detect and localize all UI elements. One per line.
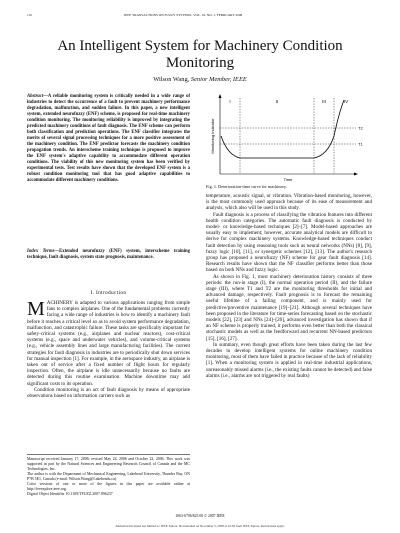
author-name: Wilson Wang, <box>153 76 190 83</box>
abstract <box>27 94 190 184</box>
phase-label-iv: IV <box>343 99 349 104</box>
footnote-author: The author is with the Department of Mechanical Engineering, Lakehead University, Thunder Bay, ON P7B 5E1, Canada (e-mail: Wilson.Wang@Lakeheadu.ca). <box>27 471 190 481</box>
right-paragraph-4: In summary, even though great efforts have been taken during the last few decades to develop intelligent systems for online machinery condition monitoring, most of them have failed in practice because of the lack of reliability [1]. When a monitoring system is applied in real-time industrial applications, unreasonably missed alarms (i.e., the existing faults cannot be detected) and false alarms (i.e., alarms are not triggered by real faults) <box>206 341 372 379</box>
right-column-body <box>206 193 372 379</box>
threshold-label-t1: T1 <box>358 141 363 147</box>
right-paragraph-2: Fault diagnosis is a process of classifying the vibration features into different health condition categories. The automatic fault diagnosis is conducted by model- or knowledge-based techniques [2]–[7]. Model-based approaches are usually easy to implement; however, accurate analytical models are difficult to derive for complex machinery systems. Knowledge-based techniques conduct fault detection by using reasoning tools such as neural networks (NNs) [8], [9], fuzzy logic [10], [11], or synergetic schemes [12], [13]. The author's research group has proposed a neurofuzzy (NF) scheme for gear fault diagnosis [14]. Research results have shown that the NF classifier performs better than those based on both NNs and fuzzy logic. <box>206 211 372 274</box>
page-number: 110 <box>27 13 32 17</box>
figure-1 <box>206 92 374 182</box>
intro-paragraph-2: Condition monitoring is an act of fault diagnosis by means of appropriate observations based on information carriers such as <box>27 386 190 400</box>
paper-title: An Intelligent System for Machinery Condition Monitoring <box>57 38 343 71</box>
section-heading-introduction: I. Introduction <box>90 290 127 296</box>
journal-header: IEEE TRANSACTIONS ON FUZZY SYSTEMS, VOL. 16, NO. 1, FEBRUARY 2008 <box>124 13 243 17</box>
phase-label-iii: III <box>322 99 326 104</box>
intro-paragraph-1-text: ACHINERY is adapted to various applications ranging from simple fans to complex airplanes. One of the fundamental problems currently facing a wide range of industries is how to identify a machinery fault before it reaches a critical level so as to avoid system performance degradation, malfunction, and catastrophic failure. These tasks are specifically important for safety-critical systems (e.g., airplanes and nuclear reactors), cost-critical systems (e.g., space and underwater vehicles), and volume-critical systems (e.g., vehicle assembly lines and large manufacturing facilities). The current strategies for fault diagnosis in industries are to periodically shut down services for manual inspection [1]. For example, in the aerospace industry, an airplane is taken out of service after a fixed number of flight hours for regularly inspection. Often, the airplane is idle unnecessarily because no faults are detected during this routine examination. Machine downtime may add significant costs to its operation. <box>27 300 190 387</box>
footnote-doi: Digital Object Identifier 10.1109/TFUZZ.2007.896237 <box>27 492 113 497</box>
abstract-lead: Abstract <box>27 94 44 99</box>
authorized-use-note: Authorized licensed use limited to: IEEE Xplore. Downloaded on November 5, 2008 at 01:58 from IEEE Xplore. Restrictions apply. <box>115 524 285 528</box>
author-membership: Senior Member, IEEE <box>190 76 247 83</box>
copyright-id: 1063-6706/$25.00 © 2007 IEEE <box>175 514 225 518</box>
intro-paragraph-1 <box>27 300 190 387</box>
author-line <box>40 76 360 83</box>
index-terms <box>27 249 190 261</box>
introduction-body <box>27 300 190 399</box>
y-axis-arrow <box>219 94 222 98</box>
footnote-color: Color versions of one or more of the figures in this paper are available online at http://ieeexplore.ieee.org. <box>27 482 190 491</box>
abstract-text: —A reliable monitoring system is critically needed in a wide range of industries to detect the occurrence of a fault to prevent machinery performance degradation, malfunction, and sudden failure. In this paper, a new intelligent system, extended neurofuzzy (ENF) scheme, is proposed for real-time machinery condition monitoring. The monitoring reliability is improved by integrating the predicted machinery conditions of fault diagnosis. The ENF scheme can perform both classification and prediction operations. The ENF classifier integrates the merits of several signal processing techniques for a more positive assessment of the machinery condition. The ENF predictor forecasts the machinery condition propagation trends. An interscheme training technique is proposed to improve the ENF system's adaptive capability to accommodate different operation conditions. The viability of this new monitoring system has been verified by experimental tests. Test results have shown that the developed ENF system is a robust condition monitoring tool that has good adaptive capabilities to accommodate different machinery conditions. <box>27 94 190 183</box>
x-axis-arrow <box>354 173 358 176</box>
footnote <box>27 454 190 498</box>
figure-1-caption: Fig. 1. Deterioration-time curve for machinery. <box>206 184 287 189</box>
index-terms-text: —Extended neurofuzzy (ENF) system, interscheme training technique, fault diagnosis, system state prognosis, maintenance. <box>27 249 190 260</box>
index-terms-lead: Index Terms <box>27 249 55 254</box>
deterioration-curve-figure <box>206 92 374 182</box>
phase-label-ii: II <box>275 99 279 104</box>
y-axis-label: Monitoring Indicator <box>210 118 215 154</box>
right-paragraph-3: As shown in Fig. 1, most machinery deterioration history consists of three periods: the run-in stage (I), the normal operation period (II), and the failure stage (III), where T1 and T2 are the monitoring thresholds for initial and advanced damage, respectively. Fault prognosis is to forecast the remaining useful lifetime of a failing component, and is mainly used for predictive/preventive maintenance [19]–[21]. Although several techniques have been proposed in the literature for time-series forecasting based on the stochastic models [22], [23] and NNs [24]–[26], advanced investigation has shown that if an NF scheme is properly trained, it performs even better than both the classical stochastic models as well as the feedforward and recurrent NN-based predictors [15], [16], [27]. <box>206 273 372 342</box>
deterioration-curve <box>221 100 344 158</box>
footnote-manuscript: Manuscript received January 17, 2006; revised May 24, 2006 and October 22, 2006. This work was supported in part by the Natural Sciences and Engineering Research Council of Canada and the MC Technologies, Inc. <box>27 457 190 471</box>
drop-cap: M <box>27 298 45 320</box>
right-paragraph-1: temperature, acoustic signal, or vibration. Vibration-based monitoring, however, is the most commonly used approach because of its ease of measurement and analysis, which also will be used in this study. <box>206 193 372 212</box>
phase-label-i: I <box>229 99 231 104</box>
threshold-label-t2: T2 <box>358 125 363 131</box>
x-axis-label: Time <box>283 177 293 182</box>
